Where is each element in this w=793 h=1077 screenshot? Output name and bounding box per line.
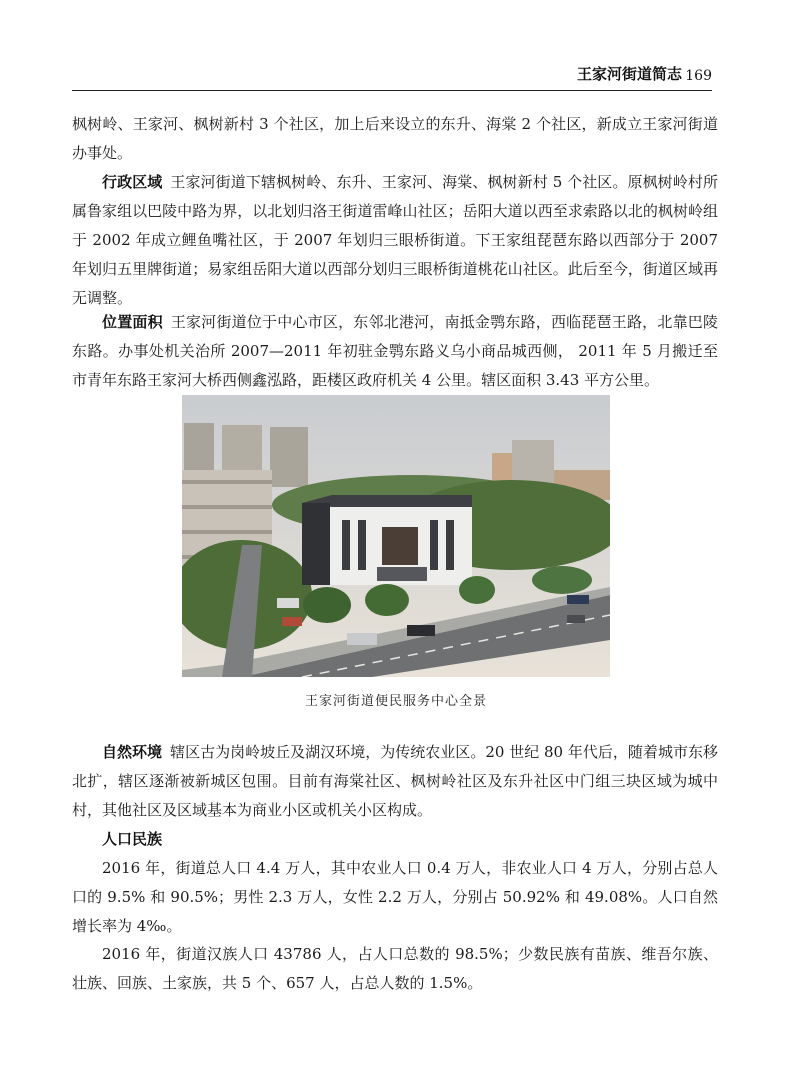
- photo-caption: 王家河街道便民服务中心全景: [304, 694, 487, 709]
- paragraph-admin-area: [72, 168, 718, 313]
- paragraph-natural-environment: [72, 738, 718, 825]
- paragraph-ethnic-composition: 2016 年，街道汉族人口 43786 人，占人口总数的 98.5%；少数民族有苗族、维吾尔族、壮族、回族、土家族，共 5 个、657 人，占总人数的 1.5%。: [72, 945, 718, 992]
- section-text-admin-area: 王家河街道下辖枫树岭、东升、王家河、海棠、枫树新村 5 个社区。原枫树岭村所属鲁家组以巴陵中路为界，以北划归洛王街道雷峰山社区；岳阳大道以西至求索路以北的枫树岭组于 2002 年成立鲤鱼嘴社区，于 2007 年划归三眼桥街道。下王家组琵琶东路以西部分于 2007 年划归五里牌街道；易家组岳阳大道以西部分划归三眼桥街道桃花山社区。此后至今，街道区域再无调整。: [72, 173, 718, 307]
- section-heading-population: [72, 825, 718, 854]
- header-title: 王家河街道简志: [576, 65, 682, 83]
- section-text-natural-environment: 辖区古为岗岭坡丘及湖汉环境，为传统农业区。20 世纪 80 年代后，随着城市东移北扩，辖区逐渐被新城区包围。目前有海棠社区、枫树岭社区及东升社区中门组三块区域为城中村，其他社区及区域基本为商业小区或机关小区构成。: [72, 743, 718, 819]
- section-heading-admin-area: 行政区域: [102, 173, 163, 191]
- running-header: [72, 60, 712, 91]
- paragraph-population-stats: 2016 年，街道总人口 4.4 万人，其中农业人口 0.4 万人，非农业人口 4 万人，分别占总人口的 9.5% 和 90.5%；男性 2.3 万人，女性 2.2 万人，分别占 50.92% 和 49.08%。人口自然增长率为 4‰。: [72, 859, 718, 935]
- section-text-location: 王家河街道位于中心市区，东邻北港河，南抵金鹗东路，西临琵琶王路，北靠巴陵东路。办事处机关治所 2007—2011 年初驻金鹗东路义乌小商品城西侧， 2011 年 5 月搬迁至市青年东路王家河大桥西侧鑫泓路，距楼区政府机关 4 公里。辖区面积 3.43 平方公里。: [72, 313, 718, 389]
- section-heading-location: 位置面积: [102, 313, 163, 331]
- section-heading-natural-environment: 自然环境: [102, 743, 163, 761]
- paragraph-location-area: [72, 308, 718, 395]
- paragraph-intro: 枫树岭、王家河、枫树新村 3 个社区，加上后来设立的东升、海棠 2 个社区，新成立王家河街道办事处。: [72, 115, 718, 162]
- page-number: 169: [685, 68, 712, 84]
- section-heading-population-label: 人口民族: [102, 830, 163, 848]
- service-center-photo: [182, 395, 610, 677]
